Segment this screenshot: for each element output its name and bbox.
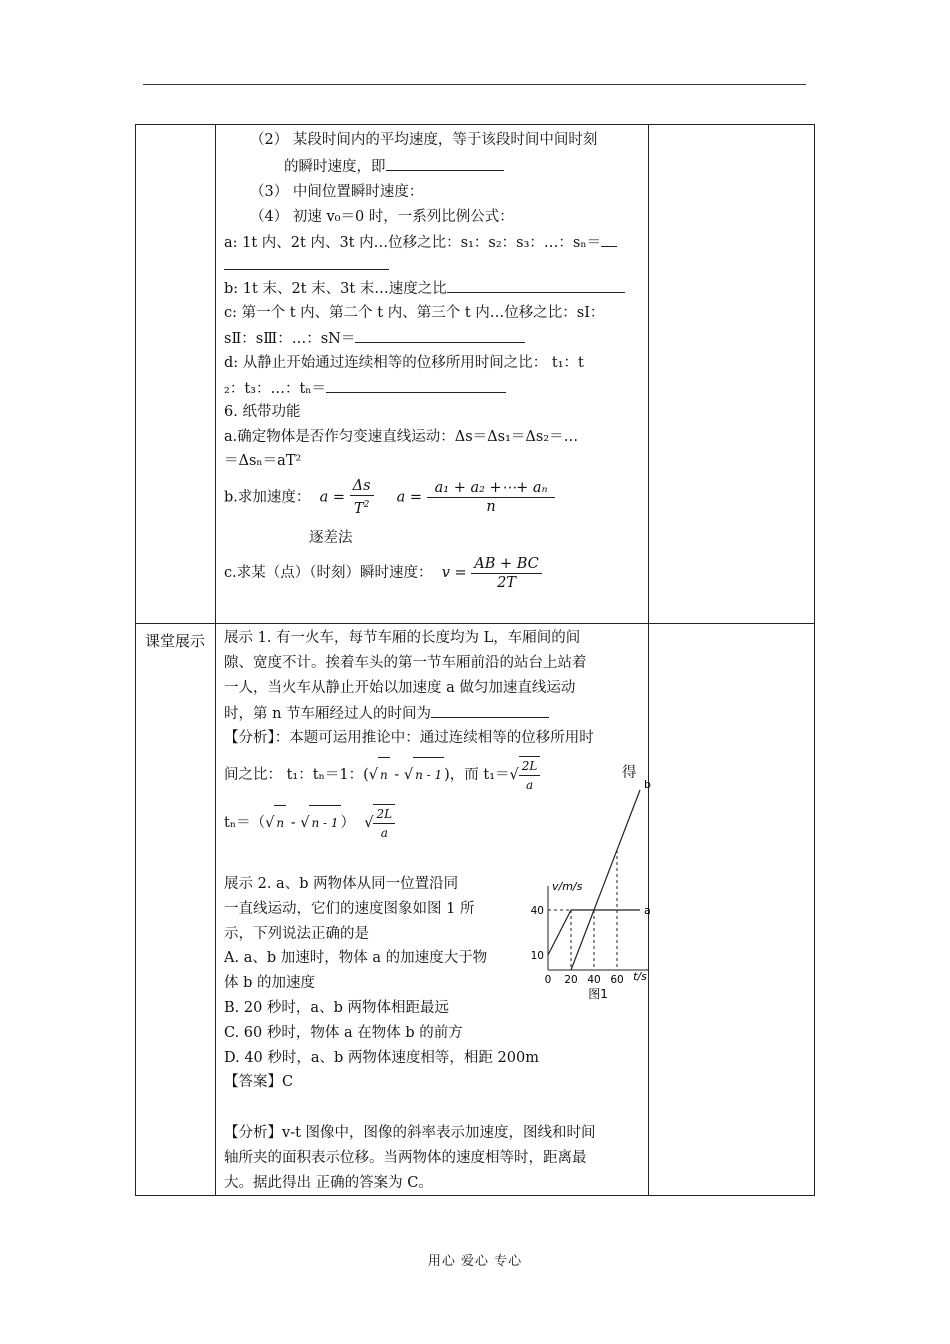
fraction: $\frac{\Delta s}{T^2}$ xyxy=(350,477,374,518)
text-line: （2） 某段时间内的平均速度，等于该段时间中间时刻 xyxy=(250,132,598,148)
fraction: $\frac{\text{a₁ + a₂ +⋯+ aₙ}}{n}$ xyxy=(427,479,556,516)
row1-label-cell xyxy=(136,125,216,624)
text-line: 展示 2. a、b 两物体从同一位置沿同 xyxy=(224,876,459,892)
text-line: 展示 1. 有一火车，每节车厢的长度均为 L，车厢间的间 xyxy=(224,630,581,646)
fraction: $\frac{AB + BC}{2T}$ xyxy=(471,555,542,592)
fill-blank xyxy=(224,255,389,276)
vt-chart xyxy=(518,778,651,1014)
x-tick-label: 0 xyxy=(544,974,552,986)
text-line: 大。据此得出 正确的答案为 C。 xyxy=(224,1175,433,1191)
text-line: 隙、宽度不计。挨着车头的第一节车厢前沿的站台上站着 xyxy=(224,655,587,671)
chart-caption: 图1 xyxy=(588,987,608,1001)
text-line: ₂：t₃：…：tₙ＝ xyxy=(224,378,506,399)
option-a: A. a、b 加速时，物体 a 的加速度大于物 xyxy=(224,950,488,966)
text-line: a.确定物体是否作匀变速直线运动：Δs＝Δs₁＝Δs₂＝… xyxy=(224,429,579,445)
formula-acceleration: b.求加速度： a = $\frac{\Delta s}{T^2}$ a = $\frac{\text{a₁ + a₂ +⋯+ aₙ}}{n}$ xyxy=(224,477,555,518)
text-line: 示，下列说法正确的是 xyxy=(224,926,369,942)
text-line: （3） 中间位置瞬时速度： xyxy=(250,184,424,200)
page-footer: 用心 爱心 专心 xyxy=(427,1254,523,1269)
text-line: 【分析】v-t 图像中，图像的斜率表示加速度，图线和时间 xyxy=(224,1125,596,1141)
x-tick-label: 40 xyxy=(587,974,601,986)
text-line: 【分析】：本题可运用推论中：通过连续相等的位移所用时 xyxy=(224,730,594,746)
series-label-a: a xyxy=(644,904,651,917)
series-label-b: b xyxy=(644,778,651,791)
option-b: B. 20 秒时，a、b 两物体相距最远 xyxy=(224,1000,449,1016)
row-label: 课堂展示 xyxy=(145,632,206,650)
text-line: 时，第 n 节车厢经过人的时间为 xyxy=(224,703,549,724)
text-line: sⅡ：sⅢ：…：sN＝ xyxy=(224,328,525,349)
text-line: 轴所夹的面积表示位移。当两物体的速度相等时，距离最 xyxy=(224,1150,587,1166)
header-rule xyxy=(143,84,806,85)
text-line: tₙ＝（√ n - √ n - 1 ） √ $\frac{2L}{a}$ xyxy=(224,804,395,842)
section-heading: 6. 纸带功能 xyxy=(224,404,301,420)
text-line: 的瞬时速度，即 xyxy=(284,156,504,177)
option-d: D. 40 秒时，a、b 两物体速度相等，相距 200m xyxy=(224,1050,539,1066)
option-c: C. 60 秒时，物体 a 在物体 b 的前方 xyxy=(224,1025,463,1041)
row1-content-cell xyxy=(216,125,649,624)
row2-label-cell xyxy=(136,624,216,1196)
text-line: 一人，当火车从静止开始以加速度 a 做匀加速直线运动 xyxy=(224,680,576,696)
y-tick-label: 10 xyxy=(530,950,544,962)
text-line: ＝Δsₙ＝aT² xyxy=(224,453,302,469)
formula-velocity: c.求某（点）（时刻）瞬时速度： v = $\frac{AB + BC}{2T}$ xyxy=(224,553,542,593)
text-line: 逐差法 xyxy=(309,530,353,546)
text-line: d: 从静止开始通过连续相等的位移所用时间之比： t₁：t xyxy=(224,355,584,371)
text-line: b: 1t 末、2t 末、3t 末…速度之比 xyxy=(224,278,625,299)
x-axis-label: t/s xyxy=(633,970,647,983)
text-line: c: 第一个 t 内、第二个 t 内、第三个 t 内…位移之比：sⅠ： xyxy=(224,305,605,321)
text-line: 间之比： t₁：tₙ＝1：(√ n - √ n - 1 )，而 t₁＝√ $\frac{2L}{a}$ xyxy=(224,756,540,794)
text-line: 体 b 的加速度 xyxy=(224,975,315,991)
row1-notes-cell xyxy=(649,125,815,624)
row2-content-cell xyxy=(216,624,649,1196)
y-axis-label: v/m/s xyxy=(552,880,583,893)
x-tick-label: 20 xyxy=(564,974,578,986)
answer: 【答案】C xyxy=(224,1074,294,1090)
lesson-table xyxy=(135,124,815,1196)
text-line: a: 1t 内、2t 内、3t 内…位移之比：s₁：s₂：s₃：…：sₙ＝ xyxy=(224,232,617,253)
text-line: 一直线运动，它们的速度图象如图 1 所 xyxy=(224,901,475,917)
row2-notes-cell xyxy=(649,624,815,1196)
x-tick-label: 60 xyxy=(610,974,624,986)
text-line: 得 xyxy=(622,765,637,781)
y-tick-label: 40 xyxy=(530,905,544,917)
text-line: （4） 初速 v₀＝0 时，一系列比例公式： xyxy=(250,209,514,225)
